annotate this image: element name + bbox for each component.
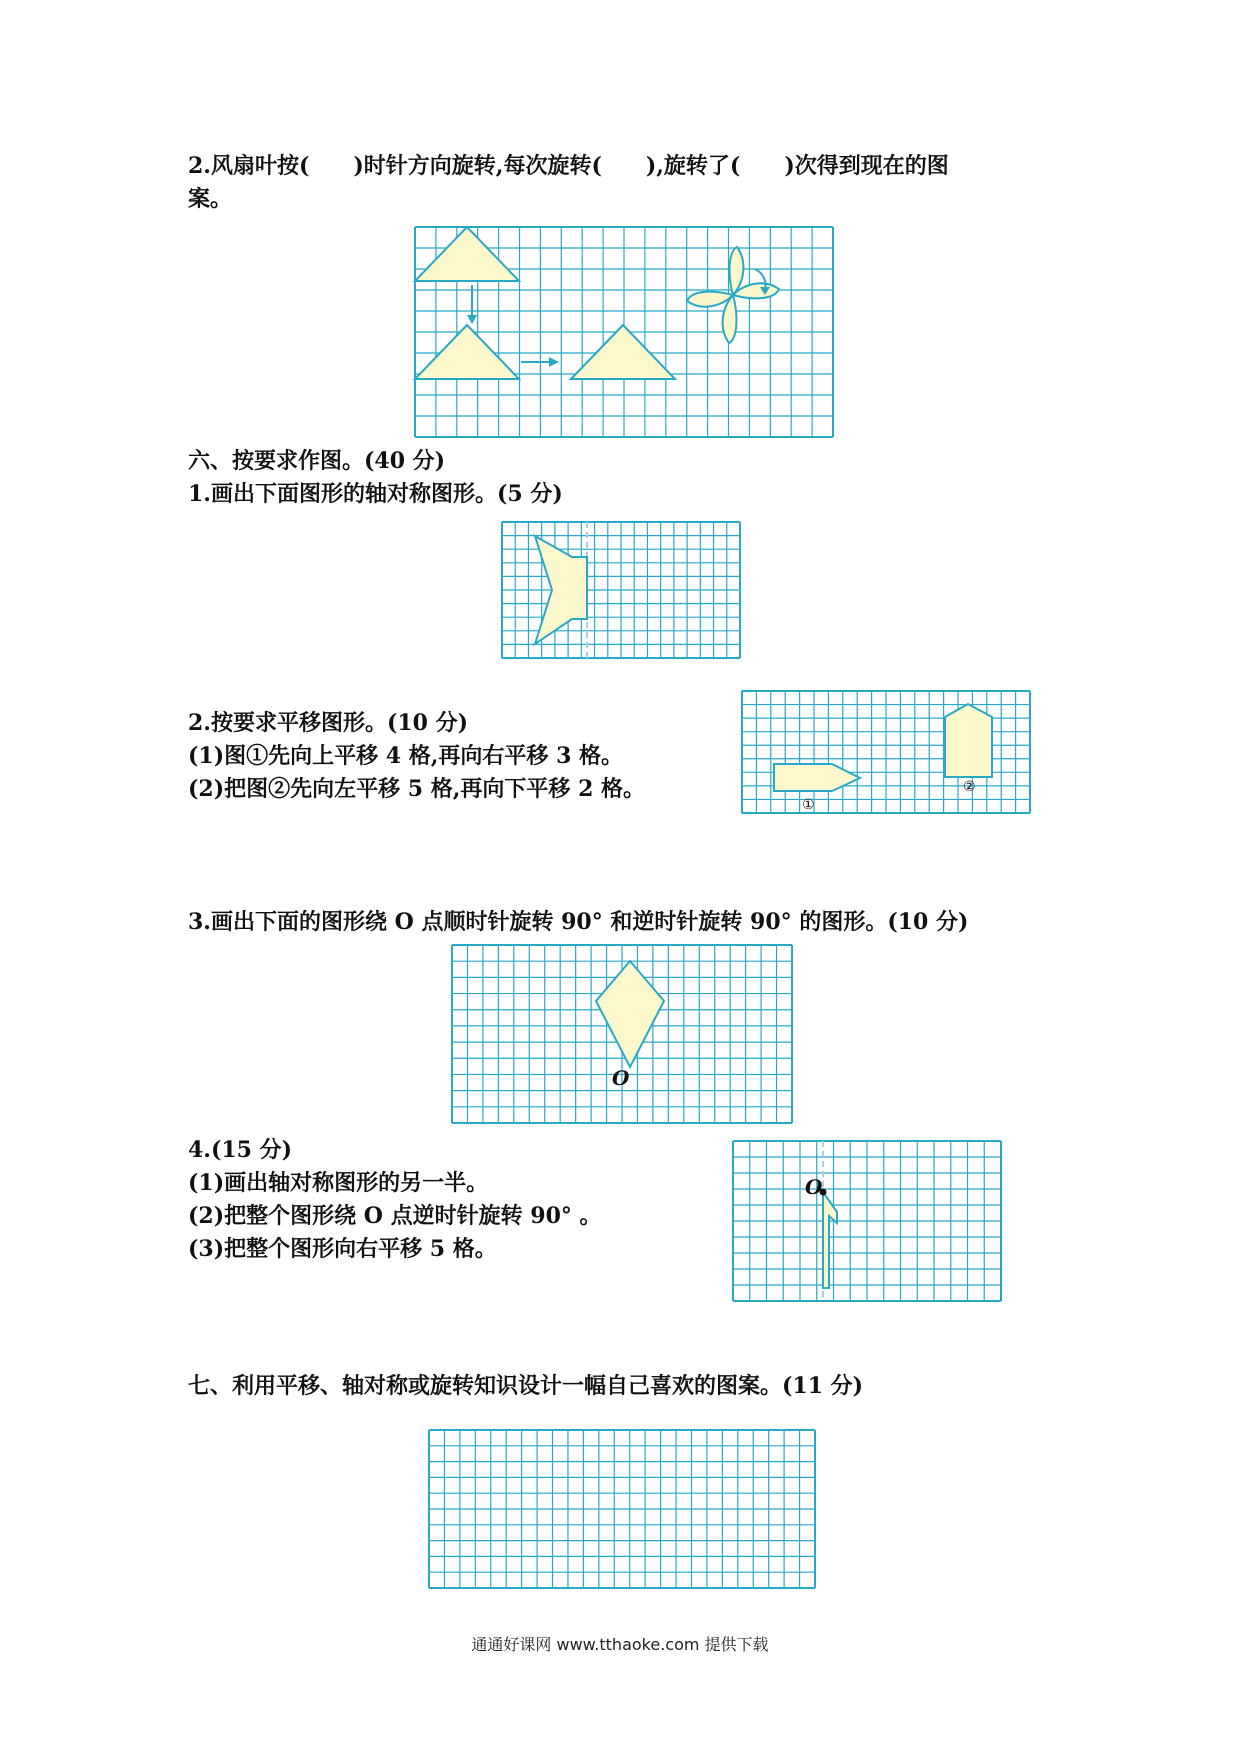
shape-2: [945, 704, 992, 777]
section6-title: 六、按要求作图。(40 分): [188, 448, 446, 474]
point-o-label: O: [805, 1175, 823, 1199]
translation-grid: [742, 691, 1030, 813]
q6-2-title: 2.按要求平移图形。(10 分): [188, 710, 469, 736]
q2-text-line2: 案。: [188, 186, 233, 212]
triangle-shape-moved-right: [571, 325, 675, 379]
q6-2-b: (2)把图②先向左平移 5 格,再向下平移 2 格。: [188, 776, 646, 802]
triangle-shape-top: [415, 227, 519, 281]
fan-rotation-grid: [415, 227, 833, 437]
q6-1-text: 1.画出下面图形的轴对称图形。(5 分): [188, 481, 563, 507]
q6-2-a: (1)图①先向上平移 4 格,再向右平移 3 格。: [188, 743, 624, 769]
symmetry-grid: [502, 522, 740, 658]
section7-title: 七、利用平移、轴对称或旋转知识设计一幅自己喜欢的图案。(11 分): [188, 1373, 864, 1399]
shape-1-label: ①: [802, 797, 815, 813]
shape-2-label: ②: [963, 779, 976, 795]
q6-3-text: 3.画出下面的图形绕 O 点顺时针旋转 90° 和逆时针旋转 90° 的图形。(10 分): [188, 909, 969, 935]
combined-transform-grid: [733, 1141, 1001, 1301]
fan-blades-shape: [687, 247, 779, 343]
q6-4-title: 4.(15 分): [188, 1137, 293, 1163]
q2-text-line1: 2.风扇叶按( )时针方向旋转,每次旋转( ),旋转了( )次得到现在的图: [188, 153, 949, 179]
arrow-down-icon: [467, 315, 477, 324]
half-shape: [823, 1192, 837, 1288]
q6-4-a: (1)画出轴对称图形的另一半。: [188, 1170, 489, 1196]
triangle-shape-moved-down: [415, 325, 519, 379]
design-grid: [429, 1430, 815, 1588]
arrow-right-icon: [549, 357, 559, 367]
page-footer: 通通好课网 www.tthaoke.com 提供下载: [471, 1635, 769, 1654]
q6-4-c: (3)把整个图形向右平移 5 格。: [188, 1236, 497, 1262]
shape-1: [774, 764, 860, 791]
q6-4-b: (2)把整个图形绕 O 点逆时针旋转 90° 。: [188, 1203, 602, 1229]
rotation-grid: [452, 945, 792, 1123]
point-o-label: O: [612, 1066, 630, 1090]
